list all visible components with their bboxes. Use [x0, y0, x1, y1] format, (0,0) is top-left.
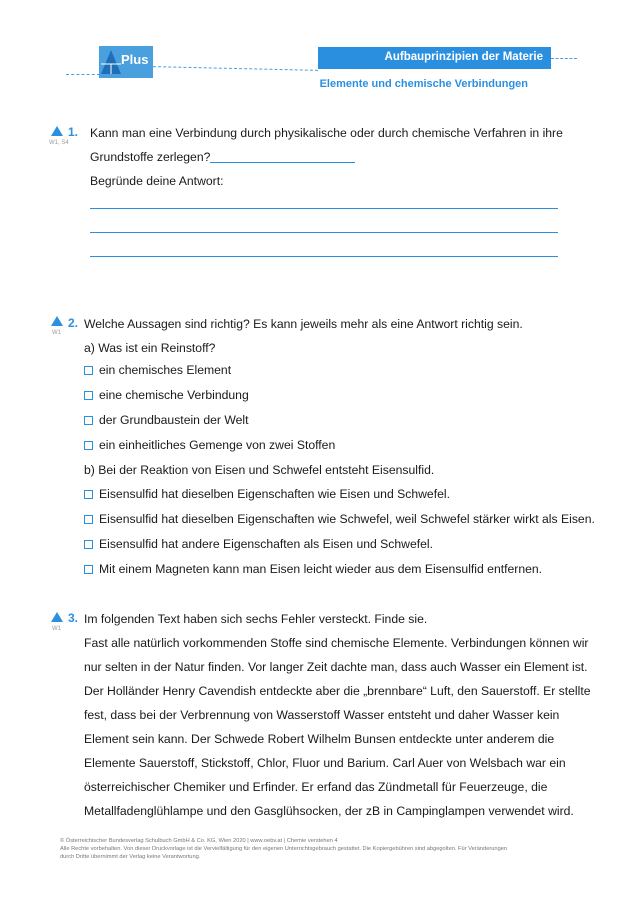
- task-2-question: Welche Aussagen sind richtig? Es kann jeweils mehr als eine Antwort richtig sein.: [84, 317, 523, 331]
- task-2a-option-3: der Grundbaustein der Welt: [99, 413, 249, 427]
- plus-triangle-icon: [99, 46, 123, 78]
- task-3-text-line: nur selten in der Natur finden. Vor langer Zeit dachte man, dass auch Wasser ein Element ist.: [84, 660, 588, 674]
- task-2a-option-2: eine chemische Verbindung: [99, 388, 249, 402]
- task-3-code: W1: [52, 626, 61, 632]
- task-1-question-line-1: Kann man eine Verbindung durch physikalische oder durch chemische Verfahren in ihre: [90, 126, 563, 140]
- task-2a-prompt: a) Was ist ein Reinstoff?: [84, 341, 216, 355]
- header-dashed-line-left: [66, 74, 100, 75]
- task-2b-option-1: Eisensulfid hat dieselben Eigenschaften wie Eisen und Schwefel.: [99, 487, 450, 501]
- task-3-text-line: fest, dass bei der Verbrennung von Wasserstoff Wasser entsteht und daher Wasser kein: [84, 708, 560, 722]
- task-1-question-line-2: Grundstoffe zerlegen?: [90, 150, 211, 164]
- task-2b-option-3: Eisensulfid hat andere Eigenschaften als Eisen und Schwefel.: [99, 537, 434, 551]
- checkbox[interactable]: [84, 366, 93, 375]
- checkbox[interactable]: [84, 416, 93, 425]
- chapter-subtitle: Elemente und chemische Verbindungen: [319, 78, 528, 90]
- task-1-answer-blank[interactable]: [210, 162, 355, 163]
- task-1-number: 1.: [68, 125, 79, 139]
- header-dashed-line-right: [551, 58, 577, 59]
- header-dashed-line-middle: [153, 66, 318, 71]
- chapter-title: Aufbauprinzipien der Materie: [384, 51, 543, 63]
- footer-copyright: © Österreichischer Bundesverlag Schulbuch GmbH & Co. KG, Wien 2020 | www.oebv.at | Chemie verstehen 4: [60, 838, 338, 844]
- task-3-text-line: Metallfadenglühlampe und den Gasglühsocken, der zB in Campinglampen verwendet wird.: [84, 804, 574, 818]
- task-2a-option-1: ein chemisches Element: [99, 363, 232, 377]
- checkbox[interactable]: [84, 490, 93, 499]
- task-2-number: 2.: [68, 316, 79, 330]
- footer-disclaimer: durch Dritte übernimmt der Verlag keine Verantwortung.: [60, 854, 201, 860]
- task-3-text-line: Element sein kann. Der Schwede Robert Wilhelm Bunsen entdeckte unter anderem die: [84, 732, 555, 746]
- task-2b-prompt: b) Bei der Reaktion von Eisen und Schwefel entsteht Eisensulfid.: [84, 463, 435, 477]
- checkbox[interactable]: [84, 540, 93, 549]
- task-3-question: Im folgenden Text haben sich sechs Fehler versteckt. Finde sie.: [84, 612, 428, 626]
- task-2b-option-4: Mit einem Magneten kann man Eisen leicht wieder aus dem Eisensulfid entfernen.: [99, 562, 543, 576]
- task-1-answer-line[interactable]: [90, 256, 558, 257]
- task-1-answer-line[interactable]: [90, 232, 558, 233]
- task-1-reason-prompt: Begründe deine Antwort:: [90, 174, 224, 188]
- checkbox[interactable]: [84, 515, 93, 524]
- task-level-triangle-icon: [51, 612, 63, 622]
- task-3-text-line: Elemente Sauerstoff, Stickstoff, Chlor, Fluor und Barium. Carl Auer von Welsbach war ein: [84, 756, 566, 770]
- task-level-triangle-icon: [51, 126, 63, 136]
- task-3-text-line: Fast alle natürlich vorkommenden Stoffe sind chemische Elemente. Verbindungen können wir: [84, 636, 589, 650]
- checkbox[interactable]: [84, 391, 93, 400]
- task-3-text-line: Der Holländer Henry Cavendish entdeckte aber die „brennbare“ Luft, den Sauerstoff. Er stellte: [84, 684, 591, 698]
- task-3-number: 3.: [68, 611, 79, 625]
- task-3-text-line: österreichischer Chemiker und Erfinder. Er erfand das Zündmetall für Feuerzeuge, die: [84, 780, 548, 794]
- task-2b-option-2: Eisensulfid hat dieselben Eigenschaften wie Schwefel, weil Schwefel stärker wirkt als Eisen.: [99, 512, 595, 526]
- task-2-code: W1: [52, 330, 61, 336]
- checkbox[interactable]: [84, 441, 93, 450]
- plus-logo-text: Plus: [121, 52, 149, 67]
- task-1-answer-line[interactable]: [90, 208, 558, 209]
- task-2a-option-4: ein einheitliches Gemenge von zwei Stoffen: [99, 438, 336, 452]
- task-level-triangle-icon: [51, 316, 63, 326]
- checkbox[interactable]: [84, 565, 93, 574]
- task-1-code: W1, S4: [49, 140, 69, 146]
- footer-rights: Alle Rechte vorbehalten. Von dieser Druckvorlage ist die Vervielfältigung für den eigenen Unterrichtsgebrauch gestattet. Die Kopiergebühren sind abgegolten. Für Veränderungen: [60, 846, 508, 852]
